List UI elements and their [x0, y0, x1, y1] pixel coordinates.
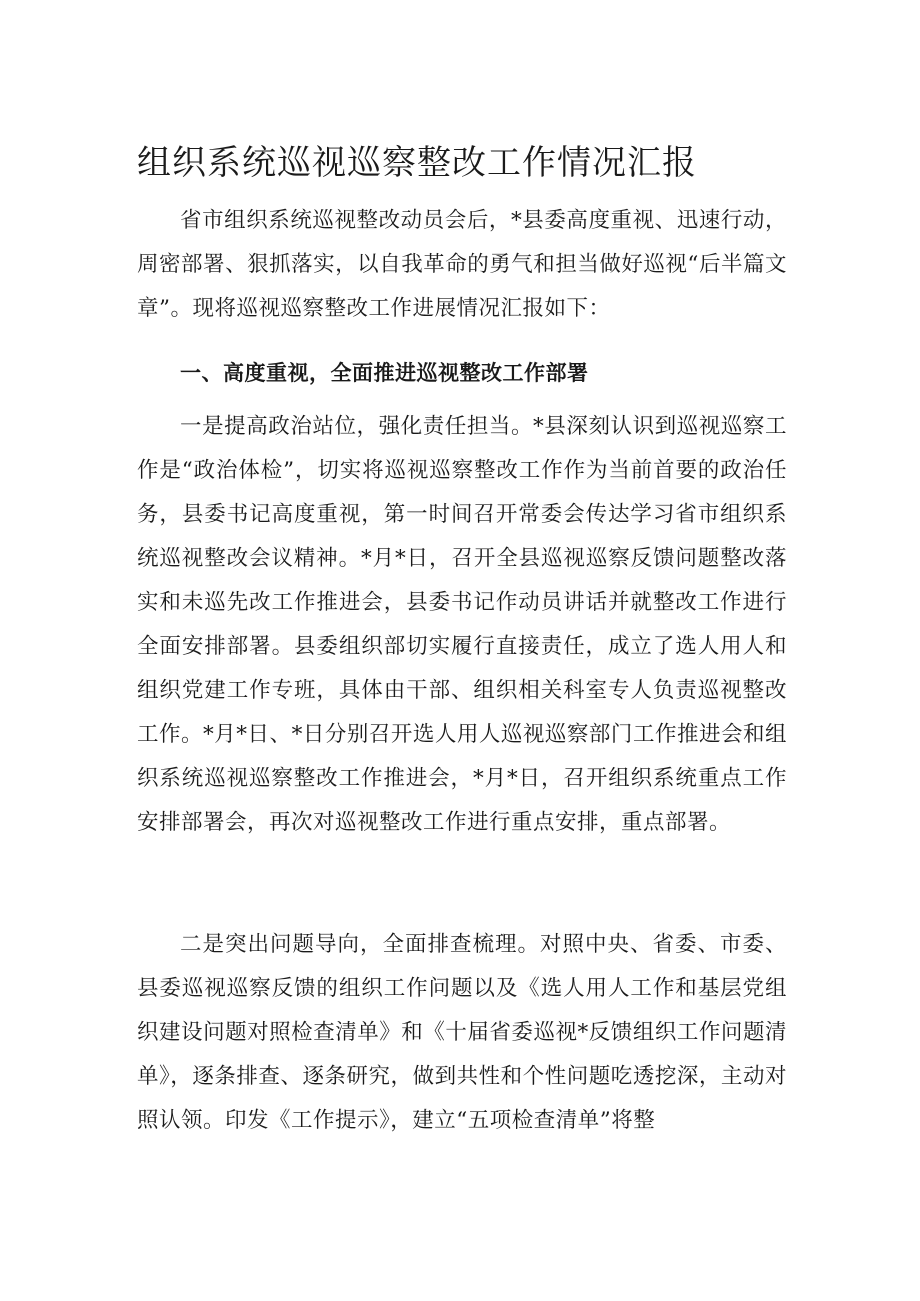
body-paragraph: 一是提高政治站位，强化责任担当。*县深刻认识到巡视巡察工作是“政治体检”，切实将巡视巡察整改工作作为当前首要的政治任务，县委书记高度重视，第一时间召开常委会传达学习省市组织系统巡视整改会议精神。*月*日，召开全县巡视巡察反馈问题整改落实和未巡先改工作推进会，县委书记作动员讲话并就整改工作进行全面安排部署。县委组织部切实履行直接责任，成立了选人用人和组织党建工作专班，具体由干部、组织相关科室专人负责巡视整改工作。*月*日、*日分别召开选人用人巡视巡察部门工作推进会和组织系统巡视巡察整改工作推进会，*月*日，召开组织系统重点工作安排部署会，再次对巡视整改工作进行重点安排，重点部署。 — [137, 414, 787, 835]
intro-paragraph: 省市组织系统巡视整改动员会后，*县委高度重视、迅速行动，周密部署、狠抓落实，以自我革命的勇气和担当做好巡视“后半篇文章”。现将巡视巡察整改工作进展情况汇报如下： — [137, 208, 787, 321]
document-title: 组织系统巡视巡察整改工作情况汇报 — [137, 143, 697, 183]
body-paragraph: 二是突出问题导向，全面排查梳理。对照中央、省委、市委、县委巡视巡察反馈的组织工作问题以及《选人用人工作和基层党组织建设问题对照检查清单》和《十届省委巡视*反馈组织工作问题清单》，逐条排查、逐条研究，做到共性和个性问题吃透挖深，主动对照认领。印发《工作提示》，建立“五项检查清单”将整 — [137, 932, 787, 1133]
section-heading: 一、高度重视，全面推进巡视整改工作部署 — [180, 361, 589, 385]
